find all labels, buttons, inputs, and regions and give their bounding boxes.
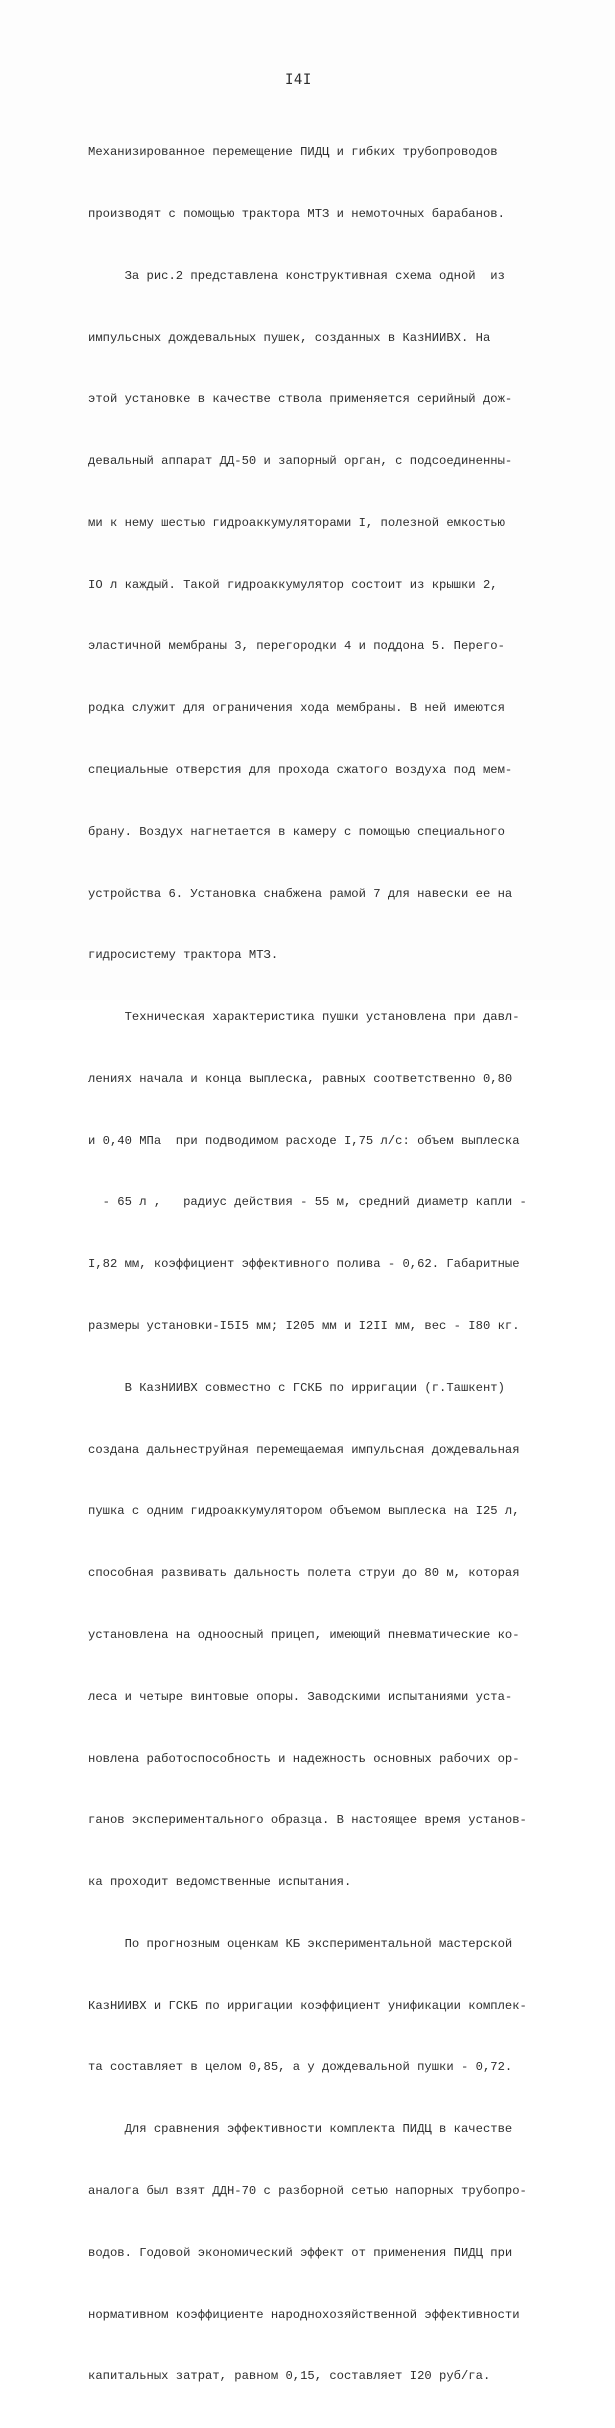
text-line: новлена работоспособность и надежность основных рабочих ор- [88, 1751, 520, 1766]
text-line: производят с помощью трактора МТЗ и немоточных барабанов. [88, 206, 505, 221]
text-line: нормативном коэффициенте народнохозяйственной эффективности [88, 2307, 520, 2322]
text-line: этой установке в качестве ствола применяется серийный дож- [88, 392, 513, 407]
text-line: способная развивать дальность полета струи до 80 м, которая [88, 1566, 520, 1581]
text-line: размеры установки-I5I5 мм; I205 мм и I2II мм, вес - I80 кг. [88, 1319, 520, 1334]
text-line: лениях начала и конца выплеска, равных соответственно 0,80 [88, 1071, 513, 1086]
text-line: Для сравнения эффективности комплекта ПИДЦ в качестве [88, 2122, 513, 2137]
text-line: - 65 л , радиус действия - 55 м, средний диаметр капли - [88, 1195, 527, 1210]
text-line: устройства 6. Установка снабжена рамой 7 для навески ее на [88, 886, 513, 901]
text-line: эластичной мембраны 3, перегородки 4 и поддона 5. Перего- [88, 639, 505, 654]
text-line: За рис.2 представлена конструктивная схема одной из [88, 268, 505, 283]
page-number: I4I [285, 72, 312, 88]
body-text [88, 101, 548, 2428]
text-line: импульсных дождевальных пушек, созданных в КазНИИВХ. На [88, 330, 491, 345]
text-line: брану. Воздух нагнетается в камеру с помощью специального [88, 824, 505, 839]
text-line: гидросистему трактора МТЗ. [88, 948, 279, 963]
text-line: установлена на одноосный прицеп, имеющий пневматические ко- [88, 1627, 520, 1642]
text-line: ганов экспериментального образца. В настоящее время установ- [88, 1813, 527, 1828]
text-line: аналога был взят ДДН-70 с разборной сетью напорных трубопро- [88, 2183, 527, 2198]
text-line: капитальных затрат, равном 0,15, составляет I20 руб/га. [88, 2369, 491, 2384]
text-line: та составляет в целом 0,85, а у дождевальной пушки - 0,72. [88, 2060, 513, 2075]
text-line: IО л каждый. Такой гидроаккумулятор состоит из крышки 2, [88, 577, 498, 592]
text-line: КазНИИВХ и ГСКБ по ирригации коэффициент унификации комплек- [88, 1998, 527, 2013]
text-line: Механизированное перемещение ПИДЦ и гибких трубопроводов [88, 145, 498, 160]
text-line: родка служит для ограничения хода мембраны. В ней имеются [88, 701, 505, 716]
text-line: девальный аппарат ДД-50 и запорный орган, с подсоединенны- [88, 454, 513, 469]
text-line: I,82 мм, коэффициент эффективного полива - 0,62. Габаритные [88, 1257, 520, 1272]
text-line: и 0,40 МПа при подводимом расходе I,75 л/с: объем выплеска [88, 1133, 520, 1148]
text-line: В КазНИИВХ совместно с ГСКБ по ирригации (г.Ташкент) [88, 1380, 505, 1395]
text-line: По прогнозным оценкам КБ экспериментальной мастерской [88, 1936, 513, 1951]
text-line: водов. Годовой экономический эффект от применения ПИДЦ при [88, 2245, 513, 2260]
text-line: ка проходит ведомственные испытания. [88, 1875, 352, 1890]
text-line: пушка с одним гидроаккумулятором объемом выплеска на I25 л, [88, 1504, 520, 1519]
text-line: создана дальнеструйная перемещаемая импульсная дождевальная [88, 1442, 520, 1457]
text-line: леса и четыре винтовые опоры. Заводскими испытаниями уста- [88, 1689, 513, 1704]
text-line: ми к нему шестью гидроаккумуляторами I, полезной емкостью [88, 515, 505, 530]
text-line: специальные отверстия для прохода сжатого воздуха под мем- [88, 763, 513, 777]
text-line: Техническая характеристика пушки установлена при давл- [88, 1010, 520, 1025]
